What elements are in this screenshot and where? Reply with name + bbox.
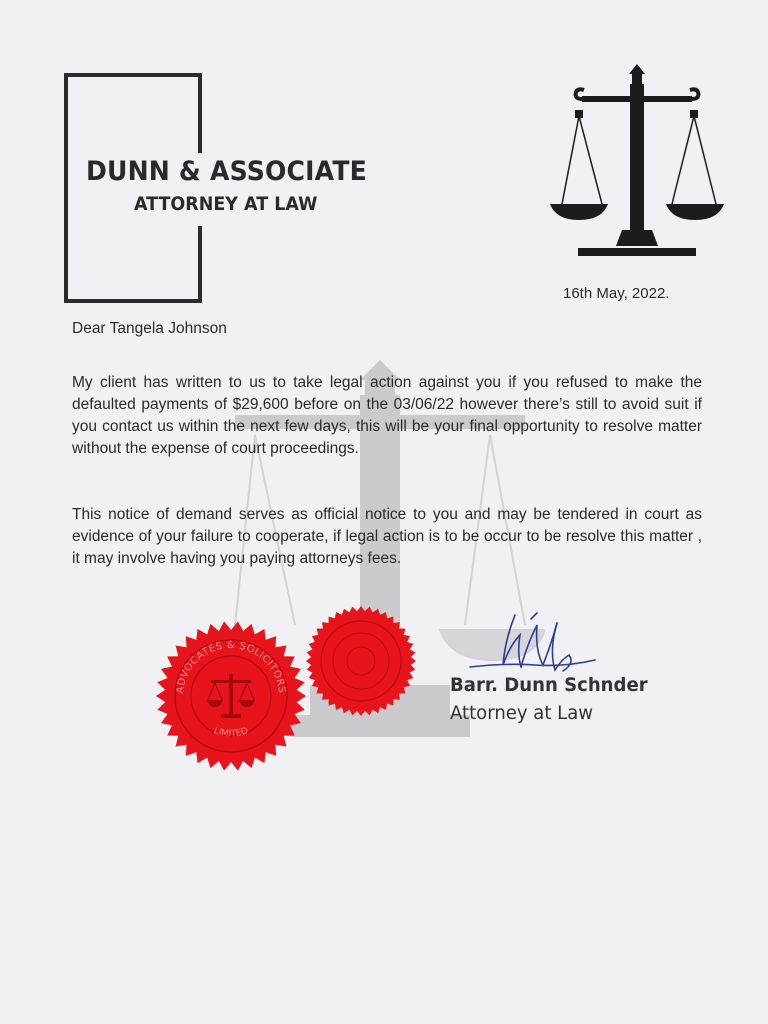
red-wax-seal-icon [305, 605, 417, 717]
signer-name: Barr. Dunn Schnder [450, 674, 648, 696]
handwritten-signature [465, 605, 600, 685]
letter-date: 16th May, 2022. [563, 285, 670, 302]
salutation: Dear Tangela Johnson [72, 320, 227, 337]
letterhead-frame-edge [198, 73, 202, 153]
firm-name: DUNN & ASSOCIATE [86, 156, 367, 187]
firm-tagline: ATTORNEY AT LAW [134, 193, 318, 215]
seal-bottom-text: LIMITED [212, 726, 250, 740]
body-paragraph: My client has written to us to take legal action against you if you refused to make the defaulted payments of $29,600 before on the 03/06/22 however there’s still to avoid suit if you contact us within the next few days, this will be your final opportunity to resolve matter without the expense of court proceedings. [72, 374, 702, 457]
signer-title: Attorney at Law [450, 702, 594, 724]
scales-of-justice-icon [544, 62, 730, 262]
body-paragraph: This notice of demand serves as official notice to you and may be tendered in court as evidence of your failure to cooperate, if legal action is to be occur to be resolve this matter , it may involve having you paying attorneys fees. [72, 506, 702, 567]
red-seal-icon [155, 620, 307, 772]
letterhead-frame [64, 73, 202, 303]
seal-top-text: ADVOCATES & SOLICITORS [174, 639, 288, 695]
letterhead-frame-edge [198, 226, 202, 303]
